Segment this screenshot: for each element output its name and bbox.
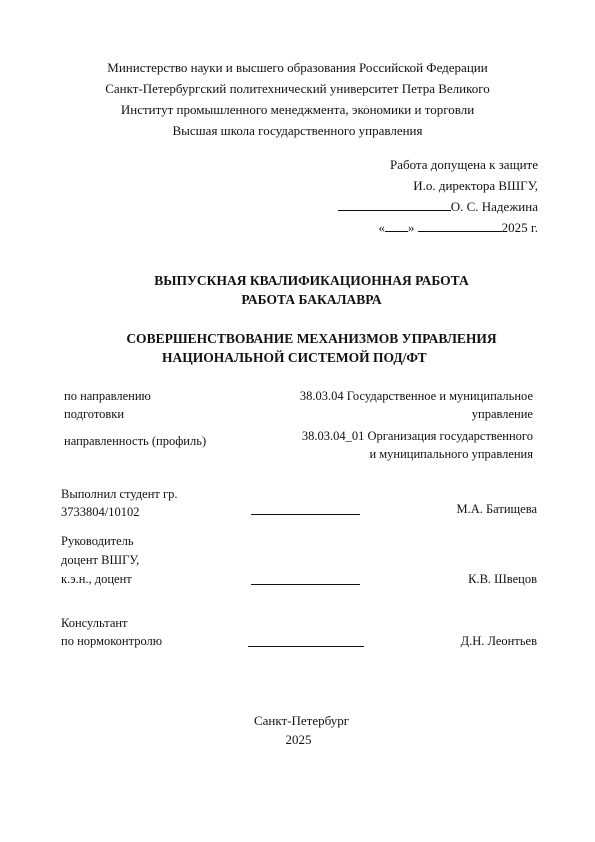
work-type-title: ВЫПУСКНАЯ КВАЛИФИКАЦИОННАЯ РАБОТА: [154, 273, 469, 288]
director-signature-blank: [338, 209, 451, 211]
profile-label: направленность (профиль): [64, 434, 207, 448]
profile-value-line-2: и муниципального управления: [369, 447, 533, 461]
direction-value-line-2: управление: [471, 407, 533, 421]
direction-label-line-2: подготовки: [64, 407, 125, 421]
work-level-title: РАБОТА БАКАЛАВРА: [241, 292, 382, 307]
supervisor-label-line-3: к.э.н., доцент: [61, 572, 132, 586]
school-line: Высшая школа государственного управления: [172, 123, 423, 138]
profile-value-line-1: 38.03.04_01 Организация государственного: [301, 429, 533, 443]
date-year: 2025 г.: [501, 220, 538, 235]
direction-label-line-1: по направлению: [64, 389, 151, 403]
student-name: М.А. Батищева: [456, 502, 537, 516]
supervisor-label-line-1: Руководитель: [61, 534, 134, 548]
student-label-line-1: Выполнил студент гр.: [61, 487, 178, 501]
consultant-signature-blank: [248, 645, 364, 647]
student-group: 3733804/10102: [61, 505, 140, 519]
approval-admitted: Работа допущена к защите: [389, 157, 538, 172]
footer-year: 2025: [285, 732, 312, 747]
institute-line: Институт промышленного менеджмента, экономики и торговли: [120, 102, 475, 117]
approval-signature-line: [338, 196, 538, 217]
topic-title-line-1: СОВЕРШЕНСТВОВАНИЕ МЕХАНИЗМОВ УПРАВЛЕНИЯ: [126, 331, 497, 346]
consultant-label-line-2: по нормоконтролю: [61, 634, 163, 648]
supervisor-label-line-2: доцент ВШГУ,: [61, 553, 140, 567]
date-close-quote: »: [407, 220, 415, 235]
direction-value-line-1: 38.03.04 Государственное и муниципальное: [299, 389, 533, 403]
supervisor-name: К.В. Швецов: [468, 572, 537, 586]
supervisor-signature-blank: [251, 583, 360, 585]
date-open-quote: «: [378, 220, 385, 235]
university-line: Санкт-Петербургский политехнический университет Петра Великого: [105, 81, 490, 96]
approval-director-title: И.о. директора ВШГУ,: [413, 178, 538, 193]
approval-date-line: [378, 217, 538, 238]
consultant-label-line-1: Консультант: [61, 616, 128, 630]
student-signature-blank: [251, 513, 360, 515]
director-name: О. С. Надежина: [450, 199, 538, 214]
date-month-blank: [418, 230, 502, 232]
topic-title-line-2: НАЦИОНАЛЬНОЙ СИСТЕМОЙ ПОД/ФТ: [162, 350, 427, 365]
consultant-name: Д.Н. Леонтьев: [460, 634, 537, 648]
date-day-blank: [385, 230, 408, 232]
footer-city: Санкт-Петербург: [253, 713, 350, 728]
ministry-line: Министерство науки и высшего образования Российской Федерации: [107, 60, 488, 75]
